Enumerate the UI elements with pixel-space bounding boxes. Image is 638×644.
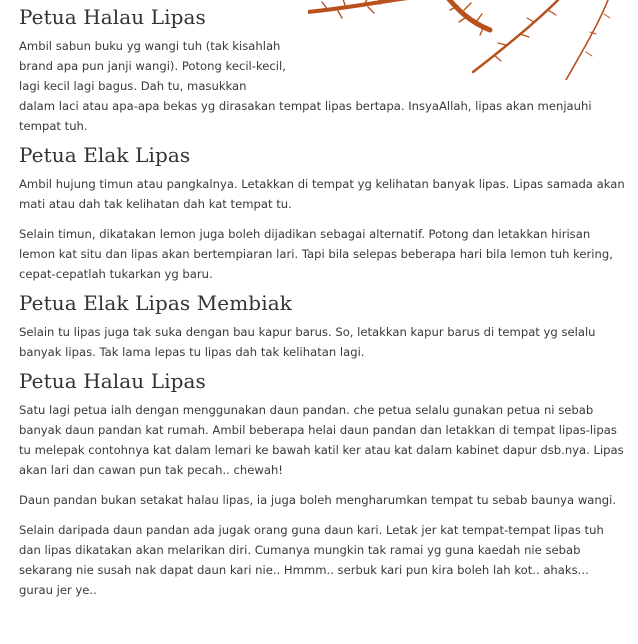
paragraph: Satu lagi petua ialh dengan menggunakan daun pandan. che petua selalu gunakan petua ni sebab banyak daun pandan kat rumah. Ambil beberapa helai daun pandan dan letakkan di tempat lipas-lipas tu melepak contohnya kat dalam lemari ke bawah katil ker atau kat dalam kabinet dapur dsb.nya. Lipas akan lari dan cawan pun tak pecah.. chewah! <box>19 403 624 477</box>
paragraph: Ambil sabun buku yg wangi tuh (tak kisahlah brand apa pun janji wangi). Potong kecil-kecil, lagi kecil lagi bagus. Dah tu, masukkan <box>19 39 286 93</box>
paragraph: Selain timun, dikatakan lemon juga boleh dijadikan sebagai alternatif. Potong dan letakkan hirisan lemon kat situ dan lipas akan bertempiaran lari. Tapi bila selepas beberapa hari bila lemon tuh kering, cepat-cepatlah tukarkan yg baru. <box>19 227 613 281</box>
section-petua-halau-lipas-1 <box>19 0 626 136</box>
section-petua-elak-lipas <box>19 143 626 284</box>
section-petua-elak-lipas-membiak <box>19 291 626 362</box>
paragraph: Selain daripada daun pandan ada jugak orang guna daun kari. Letak jer kat tempat-tempat lipas tuh dan lipas dikatakan akan melarikan diri. Cumanya mungkin tak ramai yg guna kaedah nie sebab sekarang nie susah nak dapat daun kari nie.. Hmmm.. serbuk kari pun kira boleh lah kot.. ahaks... gurau jer ye.. <box>19 523 604 597</box>
paragraph: Ambil hujung timun atau pangkalnya. Letakkan di tempat yg kelihatan banyak lipas. Lipas samada akan mati atau dah tak kelihatan dah kat tempat tu. <box>19 177 625 211</box>
section-heading: Petua Halau Lipas <box>19 369 206 393</box>
section-heading: Petua Elak Lipas Membiak <box>19 291 292 315</box>
section-heading: Petua Halau Lipas <box>19 5 206 29</box>
paragraph: dalam laci atau apa-apa bekas yg dirasakan tempat lipas bertapa. InsyaAllah, lipas akan menjauhi tempat tuh. <box>19 99 592 133</box>
section-petua-halau-lipas-2 <box>19 369 626 600</box>
paragraph: Daun pandan bukan setakat halau lipas, ia juga boleh mengharumkan tempat tu sebab baunya wangi. <box>19 493 617 507</box>
paragraph: Selain tu lipas juga tak suka dengan bau kapur barus. So, letakkan kapur barus di tempat yg selalu banyak lipas. Tak lama lepas tu lipas dah tak kelihatan lagi. <box>19 325 596 359</box>
section-heading: Petua Elak Lipas <box>19 143 191 167</box>
